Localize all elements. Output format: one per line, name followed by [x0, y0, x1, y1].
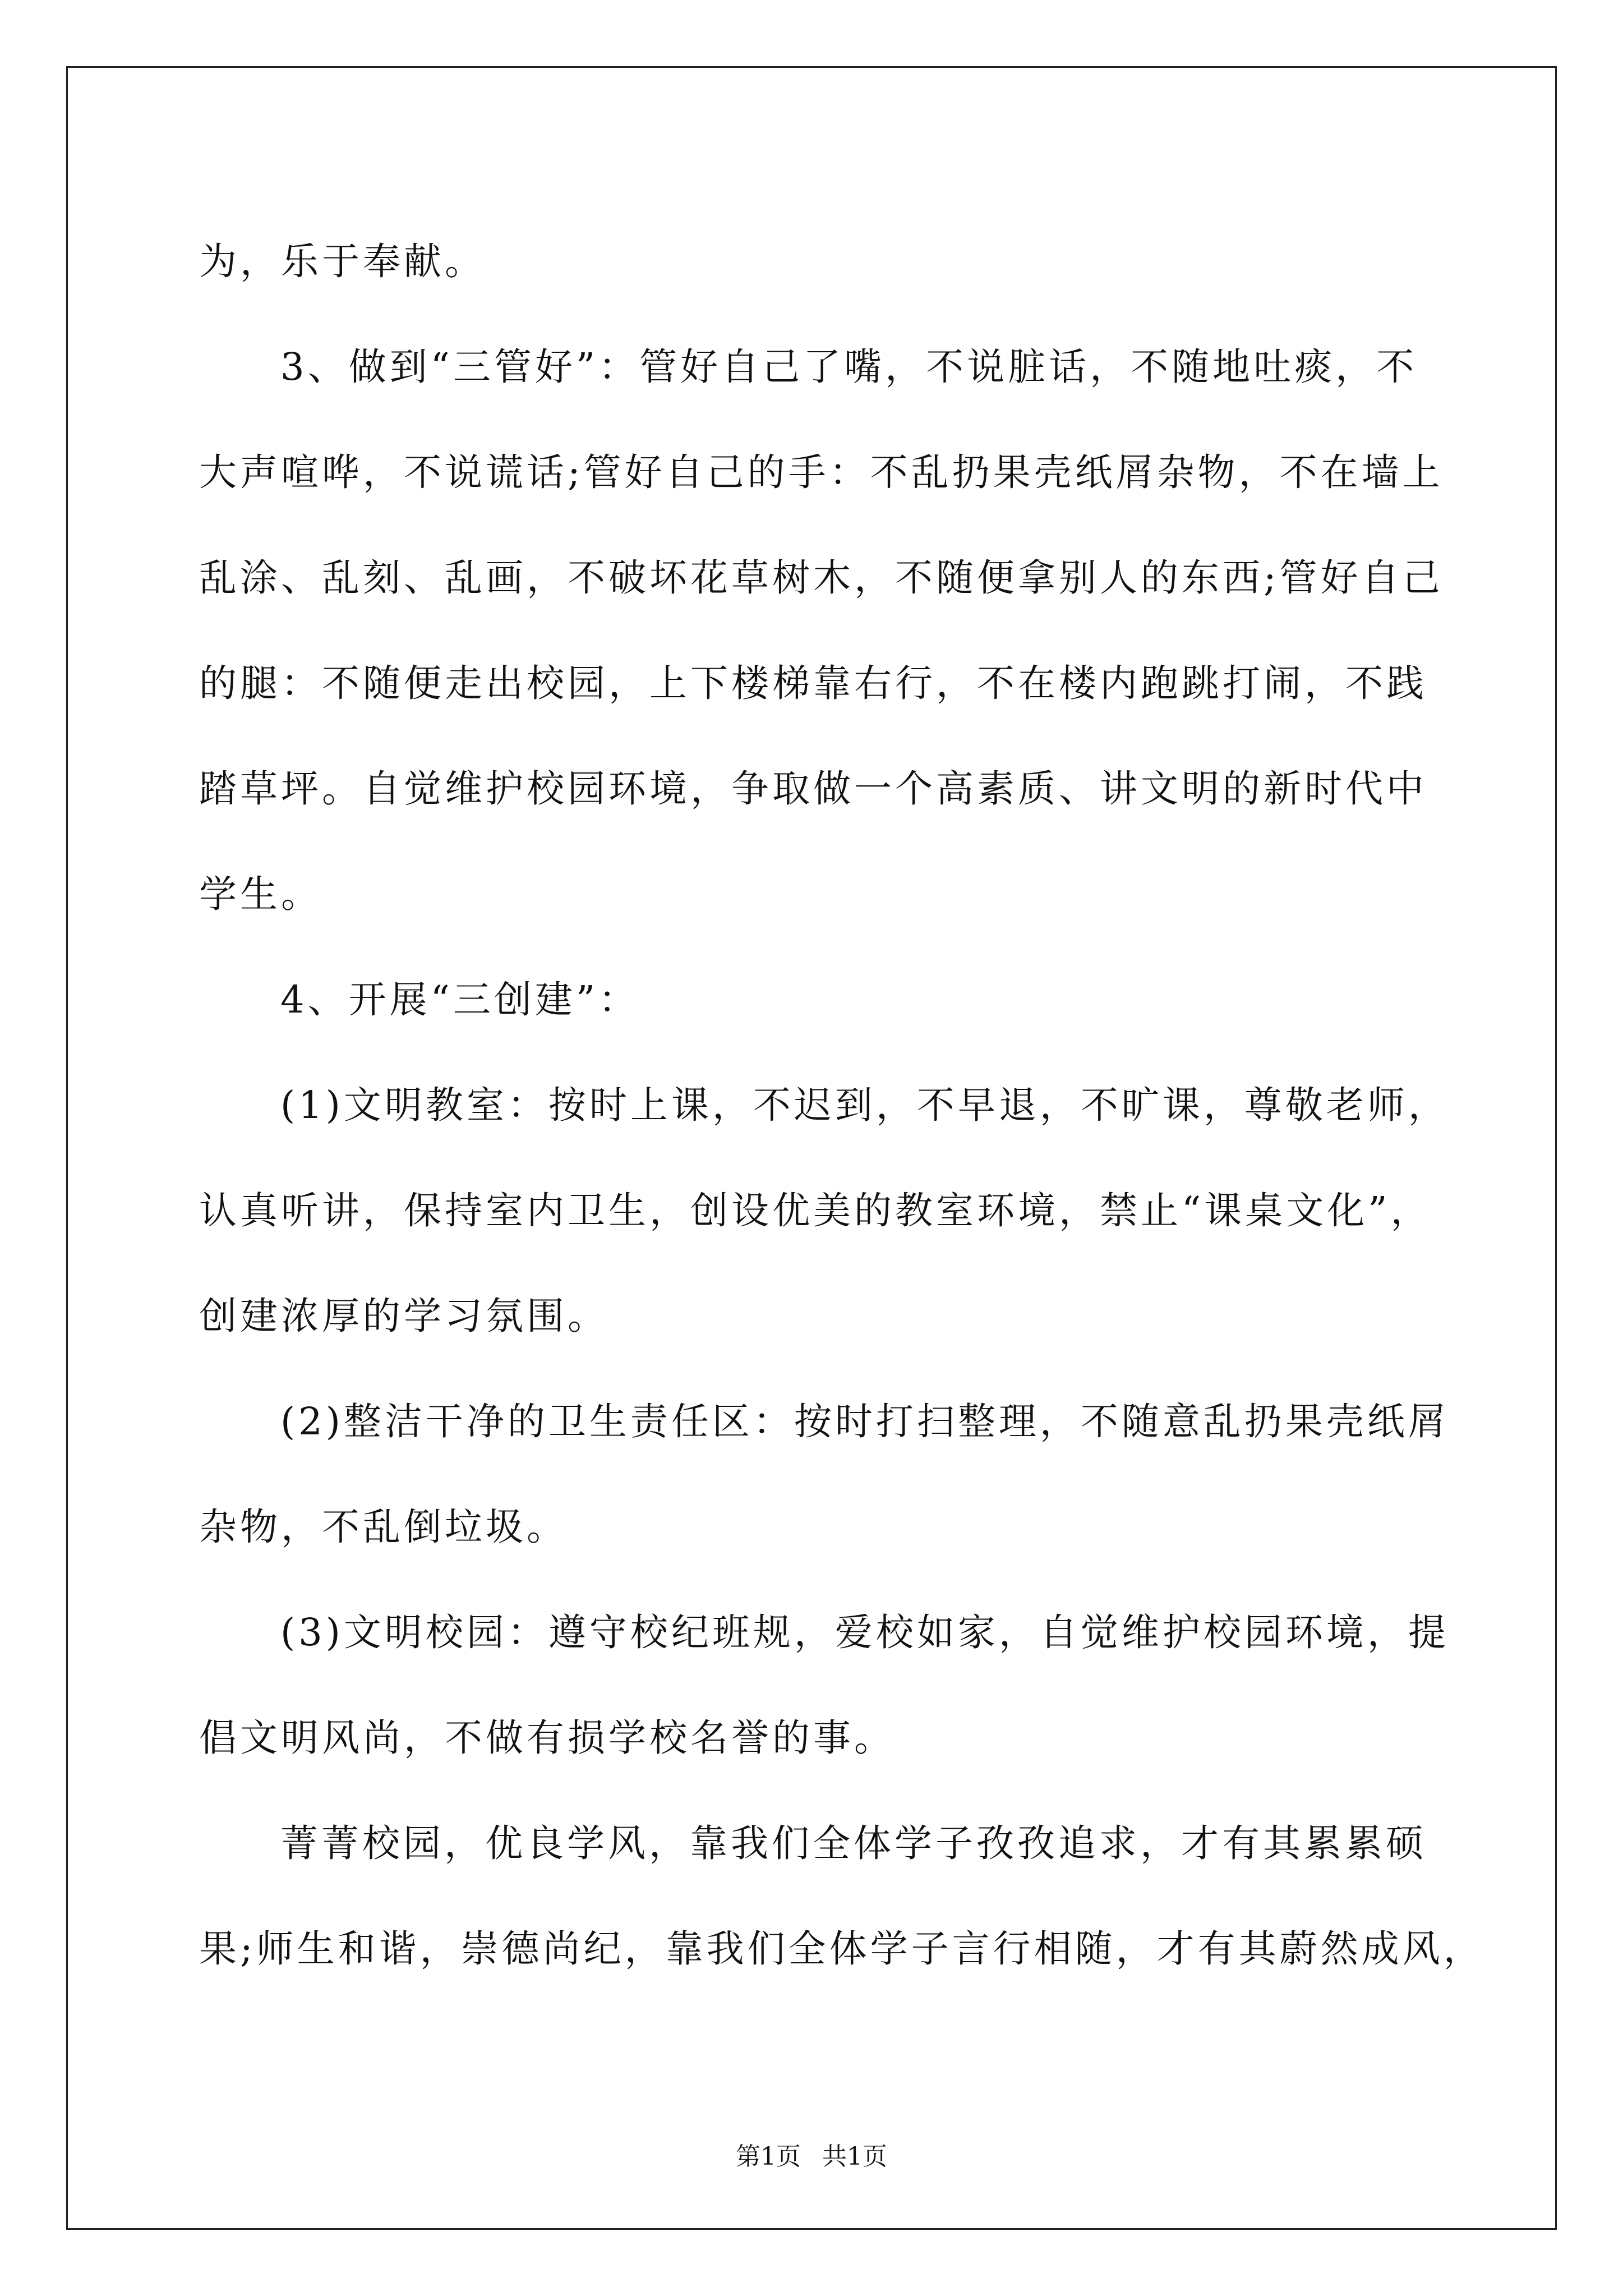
text-line: 倡文明风尚，不做有损学校名誉的事。: [199, 1716, 895, 1760]
text-line: 踏草坪。自觉维护校园环境，争取做一个高素质、讲文明的新时代中: [199, 767, 1427, 811]
text-line: 果;师生和谐，崇德尚纪，靠我们全体学子言行相随，才有其蔚然成风，: [199, 1927, 1484, 1971]
text-line: 大声喧哗，不说谎话;管好自己的手：不乱扔果壳纸屑杂物，不在墙上: [199, 450, 1444, 494]
text-line: (1)文明教室：按时上课，不迟到，不早退，不旷课，尊敬老师，: [280, 1083, 1449, 1127]
text-line: 乱涂、乱刻、乱画，不破坏花草树木，不随便拿别人的东西;管好自己: [199, 556, 1444, 600]
text-line: 3、做到“三管好”：管好自己了嘴，不说脏话，不随地吐痰，不: [280, 345, 1418, 389]
text-line: 杂物，不乱倒垃圾。: [199, 1505, 568, 1549]
document-body: [199, 209, 1484, 2001]
text-line: 为，乐于奉献。: [199, 240, 486, 283]
text-line: 的腿：不随便走出校园，上下楼梯靠右行，不在楼内跑跳打闹，不践: [199, 661, 1427, 705]
page-total: 共1页: [822, 2142, 887, 2171]
text-line: 菁菁校园，优良学风，靠我们全体学子孜孜追求，才有其累累硕: [280, 1821, 1427, 1865]
text-line: 创建浓厚的学习氛围。: [199, 1294, 608, 1338]
text-line: (3)文明校园：遵守校纪班规，爱校如家，自觉维护校园环境，提: [280, 1611, 1449, 1654]
text-line: 4、开展“三创建”：: [280, 978, 640, 1022]
text-line: (2)整洁干净的卫生责任区：按时打扫整理，不随意乱扔果壳纸屑: [280, 1400, 1449, 1443]
page-number: 第1页: [736, 2142, 801, 2171]
text-line: 学生。: [199, 872, 322, 916]
page-footer: [0, 2140, 1623, 2174]
text-line: 认真听讲，保持室内卫生，创设优美的教室环境，禁止“课桌文化”，: [199, 1189, 1432, 1232]
